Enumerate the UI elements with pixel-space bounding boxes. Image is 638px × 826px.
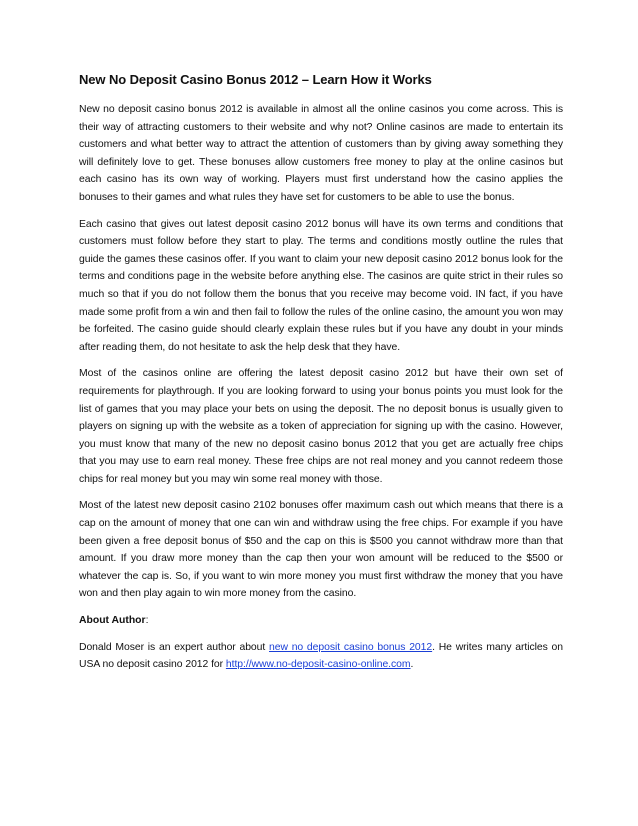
document-page	[79, 72, 563, 683]
paragraph-1: New no deposit casino bonus 2012 is available in almost all the online casinos you come across. This is their way of attracting customers to their website and why not? Online casinos are made to entertain its customers and what better way to attract the attention of customers than by giving away something they will definitely love to get. These bonuses allow customers free money to play at the online casinos but each casino has its own way of working. Players must first understand how the casino applies the bonuses to their games and what rules they have set for customers to be able to use the bonus.	[79, 104, 563, 203]
author-bio-text-3: .	[410, 659, 414, 671]
author-bio-text-1: Donald Moser is an expert author about	[79, 641, 270, 653]
author-heading	[79, 612, 563, 630]
website-link[interactable]: http://www.no-deposit-casino-online.com	[225, 659, 411, 671]
document-title: New No Deposit Casino Bonus 2012 – Learn How it Works	[79, 72, 432, 87]
paragraph-2: Each casino that gives out latest deposit casino 2012 bonus will have its own terms and conditions that customers must follow before they start to play. The terms and conditions mostly outline the rules that guide the games these casinos offer. If you want to claim your new deposit casino 2012 bonus look for the terms and conditions page in the website before anything else. The casinos are quite strict in their rules so much so that if you do not follow them the bonus that you receive may become void. IN fact, if you have made some profit from a win and then fail to follow the rules of the online casino, the amount you won may be forfeited. The casino guide should clearly explain these rules but if you have any doubt in your minds after reading them, do not hesitate to ask the help desk that they have.	[79, 218, 563, 353]
author-bio-text-2: . He writes many articles on USA no deposit casino 2012 for	[79, 641, 564, 671]
author-heading-colon: :	[145, 615, 149, 627]
paragraph-3: Most of the casinos online are offering the latest deposit casino 2012 but have their own set of requirements for playthrough. If you are looking forward to using your bonus points you must look for the list of games that you may place your bets on using the deposit. The no deposit bonus is usually given to players on signing up with the website as a token of appreciation for signing up with the casino. However, you must know that many of the new no deposit casino bonus 2012 that you get are actually free chips that you may use to earn real money. These free chips are not real money and you cannot redeem those chips for real money but you may win some real money with those.	[79, 368, 563, 485]
bonus-link[interactable]: new no deposit casino bonus 2012	[269, 641, 433, 653]
author-heading-label: About Author	[79, 615, 146, 627]
author-bio	[79, 639, 563, 674]
paragraph-4: Most of the latest new deposit casino 2102 bonuses offer maximum cash out which means that there is a cap on the amount of money that one can win and withdraw using the free chips. For example if you have been given a free deposit bonus of $50 and the cap on this is $500 you cannot withdraw more than that amount. If you draw more money than the cap then your won amount will be reduced to the $500 or whatever the cap is. So, if you want to win more money you must first withdraw the money that you have won and then play again to win more money from the casino.	[79, 500, 563, 600]
